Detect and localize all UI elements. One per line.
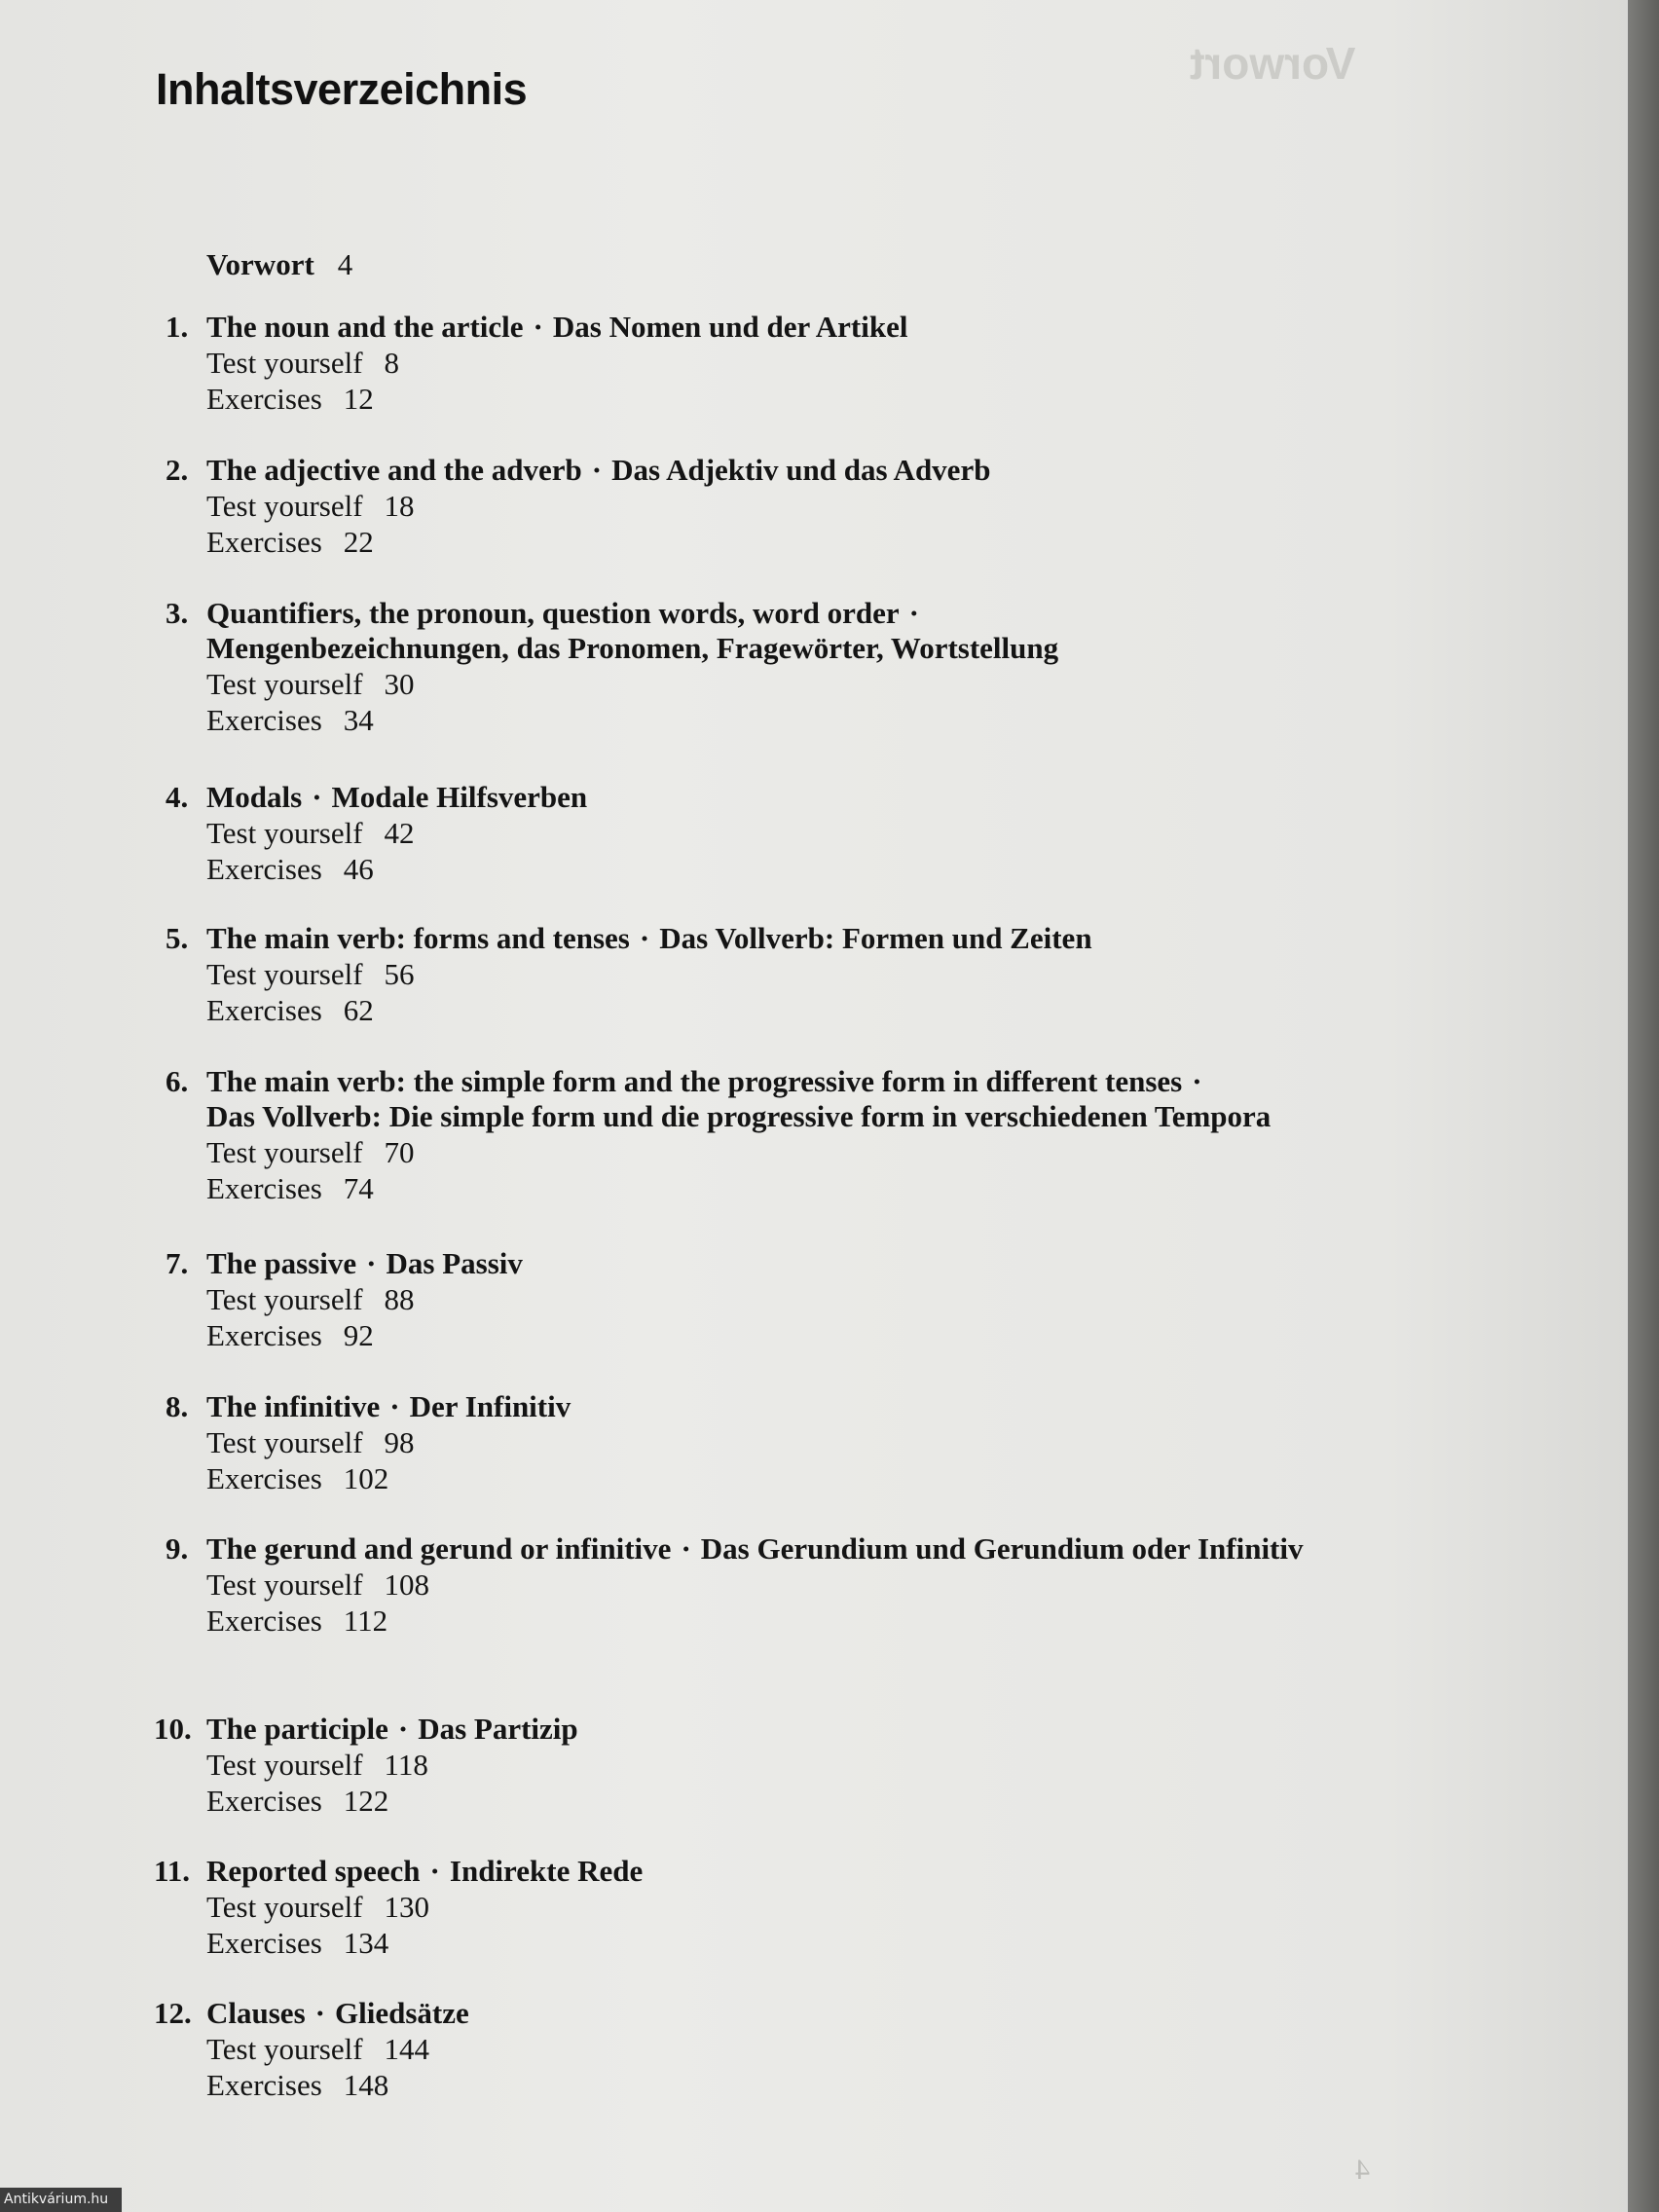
chapter-heading — [154, 1712, 1431, 1747]
test-yourself-line — [166, 2031, 1431, 2067]
exercises-line — [166, 1603, 1431, 1639]
page-title: Inhaltsverzeichnis — [156, 64, 528, 114]
chapter-heading — [166, 1246, 1431, 1281]
test-yourself-page: 88 — [384, 1282, 415, 1316]
test-yourself-line — [166, 488, 1431, 524]
exercises-page: 134 — [343, 1926, 389, 1960]
chapter-title-en: The main verb: the simple form and the progressive form in different tenses — [206, 1064, 1183, 1098]
exercises-line — [166, 2067, 1431, 2103]
chapter-title-de: Indirekte Rede — [449, 1854, 644, 1888]
test-yourself-label: Test yourself — [206, 816, 363, 850]
toc-chapter — [166, 921, 1431, 1028]
exercises-line — [166, 1783, 1431, 1819]
chapter-title-en: The infinitive — [206, 1389, 381, 1423]
chapter-number: 12. — [154, 1996, 192, 2030]
toc-chapter — [166, 780, 1431, 887]
exercises-label: Exercises — [206, 382, 322, 416]
test-yourself-page: 130 — [384, 1890, 430, 1924]
chapter-title-en: The gerund and gerund or infinitive — [206, 1531, 672, 1566]
exercises-page: 74 — [343, 1171, 374, 1205]
chapter-title-en: The main verb: forms and tenses — [206, 921, 630, 955]
exercises-page: 148 — [343, 2068, 389, 2102]
chapter-title-de: Das Passiv — [386, 1246, 523, 1280]
toc-chapter — [154, 1996, 1431, 2103]
chapter-title-en: The passive — [206, 1246, 357, 1280]
chapter-heading — [166, 310, 1431, 345]
chapter-title-de: Das Adjektiv und das Adverb — [611, 453, 991, 487]
chapter-heading — [166, 596, 1431, 631]
separator: · — [314, 1996, 325, 2030]
chapter-heading — [166, 780, 1431, 815]
vorwort-label: Vorwort — [206, 247, 314, 281]
test-yourself-page: 18 — [384, 489, 415, 523]
toc-chapter — [166, 596, 1431, 738]
exercises-label: Exercises — [206, 1171, 322, 1205]
exercises-page: 22 — [343, 525, 374, 559]
exercises-line — [166, 851, 1431, 887]
chapter-heading — [166, 1389, 1431, 1424]
toc-chapter — [166, 1064, 1431, 1206]
test-yourself-line — [166, 1567, 1431, 1603]
chapter-title-de: Das Gerundium und Gerundium oder Infinitiv — [700, 1531, 1304, 1566]
exercises-label: Exercises — [206, 1318, 322, 1352]
chapter-heading — [166, 1531, 1431, 1567]
separator: · — [908, 596, 919, 630]
test-yourself-line — [166, 1424, 1431, 1460]
test-yourself-line — [166, 956, 1431, 992]
test-yourself-page: 56 — [384, 957, 415, 991]
chapter-number: 6. — [166, 1064, 189, 1098]
exercises-line — [166, 1170, 1431, 1206]
chapter-number: 10. — [154, 1712, 192, 1746]
exercises-label: Exercises — [206, 993, 322, 1027]
exercises-label: Exercises — [206, 852, 322, 886]
toc-chapter — [166, 1246, 1431, 1353]
test-yourself-page: 70 — [384, 1135, 415, 1169]
chapter-title-de: Modale Hilfsverben — [331, 780, 588, 814]
toc-chapter — [154, 1854, 1431, 1961]
test-yourself-page: 8 — [384, 346, 400, 380]
chapter-number: 5. — [166, 921, 189, 955]
separator: · — [681, 1531, 691, 1566]
separator: · — [1192, 1064, 1202, 1098]
test-yourself-label: Test yourself — [206, 667, 363, 701]
test-yourself-page: 98 — [384, 1425, 415, 1459]
test-yourself-line — [166, 666, 1431, 702]
chapter-number: 8. — [166, 1389, 189, 1423]
chapter-number: 4. — [166, 780, 189, 814]
chapter-title-en: Quantifiers, the pronoun, question words, word order — [206, 596, 900, 630]
exercises-line — [166, 1317, 1431, 1353]
chapter-heading — [154, 1996, 1431, 2031]
exercises-label: Exercises — [206, 1926, 322, 1960]
chapter-number: 3. — [166, 596, 189, 630]
exercises-label: Exercises — [206, 703, 322, 737]
exercises-label: Exercises — [206, 2068, 322, 2102]
test-yourself-line — [166, 1134, 1431, 1170]
test-yourself-label: Test yourself — [206, 1890, 363, 1924]
exercises-label: Exercises — [206, 1784, 322, 1818]
test-yourself-line — [166, 1889, 1431, 1925]
vorwort-page: 4 — [337, 247, 353, 281]
exercises-line — [166, 992, 1431, 1028]
exercises-line — [166, 381, 1431, 417]
chapter-title-en: The participle — [206, 1712, 388, 1746]
test-yourself-line — [166, 1281, 1431, 1317]
toc-entry-vorwort — [166, 247, 1472, 282]
toc-chapter — [154, 1712, 1431, 1819]
chapter-title-de: Gliedsätze — [334, 1996, 469, 2030]
chapter-heading — [166, 453, 1431, 488]
chapter-number: 9. — [166, 1531, 189, 1566]
show-through-heading: Vorwort — [1189, 38, 1355, 89]
test-yourself-label: Test yourself — [206, 1282, 363, 1316]
test-yourself-label: Test yourself — [206, 1567, 363, 1602]
exercises-page: 112 — [343, 1604, 388, 1638]
chapter-number: 7. — [166, 1246, 189, 1280]
chapter-heading-continued — [166, 1099, 1431, 1134]
exercises-line — [166, 1925, 1431, 1961]
separator: · — [397, 1712, 409, 1746]
chapter-title-en: Reported speech — [206, 1854, 421, 1888]
test-yourself-line — [166, 815, 1431, 851]
exercises-page: 102 — [343, 1461, 389, 1495]
separator: · — [389, 1389, 400, 1423]
test-yourself-label: Test yourself — [206, 489, 363, 523]
exercises-page: 46 — [343, 852, 374, 886]
test-yourself-line — [166, 1747, 1431, 1783]
chapter-number: 11. — [154, 1854, 191, 1888]
exercises-line — [166, 1460, 1431, 1496]
chapter-heading — [166, 1064, 1431, 1099]
toc-chapter — [166, 1531, 1431, 1639]
test-yourself-label: Test yourself — [206, 1425, 363, 1459]
test-yourself-label: Test yourself — [206, 2032, 363, 2066]
chapter-heading — [166, 921, 1431, 956]
separator: · — [366, 1246, 377, 1280]
separator: · — [429, 1854, 440, 1888]
test-yourself-label: Test yourself — [206, 957, 363, 991]
toc-chapter — [166, 310, 1431, 417]
exercises-page: 12 — [343, 382, 374, 416]
separator: · — [639, 921, 650, 955]
page-edge — [1628, 0, 1659, 2212]
chapter-heading-continued — [166, 631, 1431, 666]
test-yourself-page: 144 — [384, 2032, 430, 2066]
exercises-page: 62 — [343, 993, 374, 1027]
separator: · — [591, 453, 603, 487]
test-yourself-page: 108 — [384, 1567, 430, 1602]
exercises-line — [166, 702, 1431, 738]
test-yourself-line — [166, 345, 1431, 381]
test-yourself-page: 30 — [384, 667, 415, 701]
test-yourself-page: 42 — [384, 816, 415, 850]
test-yourself-label: Test yourself — [206, 1748, 363, 1782]
separator: · — [533, 310, 543, 344]
show-through-page-number: 4 — [1355, 2154, 1370, 2186]
chapter-title-de: Das Vollverb: Formen und Zeiten — [659, 921, 1092, 955]
test-yourself-page: 118 — [384, 1748, 428, 1782]
exercises-label: Exercises — [206, 525, 322, 559]
chapter-title-de: Das Partizip — [418, 1712, 578, 1746]
exercises-label: Exercises — [206, 1461, 322, 1495]
toc-chapter — [166, 1389, 1431, 1496]
chapter-title-en: Clauses — [206, 1996, 306, 2030]
exercises-page: 92 — [343, 1318, 374, 1352]
watermark: Antikvárium.hu — [0, 2188, 122, 2212]
exercises-line — [166, 524, 1431, 560]
exercises-page: 34 — [343, 703, 374, 737]
exercises-label: Exercises — [206, 1604, 322, 1638]
chapter-title-de: Das Nomen und der Artikel — [552, 310, 908, 344]
separator: · — [312, 780, 322, 814]
test-yourself-label: Test yourself — [206, 346, 363, 380]
chapter-title-de: Das Vollverb: Die simple form und die progressive form in verschiedenen Tempora — [206, 1099, 1272, 1133]
exercises-page: 122 — [343, 1784, 389, 1818]
chapter-number: 2. — [166, 453, 189, 487]
chapter-number: 1. — [166, 310, 189, 344]
chapter-title-en: The noun and the article — [206, 310, 524, 344]
chapter-heading — [154, 1854, 1431, 1889]
chapter-title-en: The adjective and the adverb — [206, 453, 582, 487]
toc-chapter — [166, 453, 1431, 560]
chapter-title-de: Der Infinitiv — [409, 1389, 571, 1423]
chapter-title-de: Mengenbezeichnungen, das Pronomen, Fragewörter, Wortstellung — [206, 631, 1059, 665]
test-yourself-label: Test yourself — [206, 1135, 363, 1169]
chapter-title-en: Modals — [206, 780, 303, 814]
